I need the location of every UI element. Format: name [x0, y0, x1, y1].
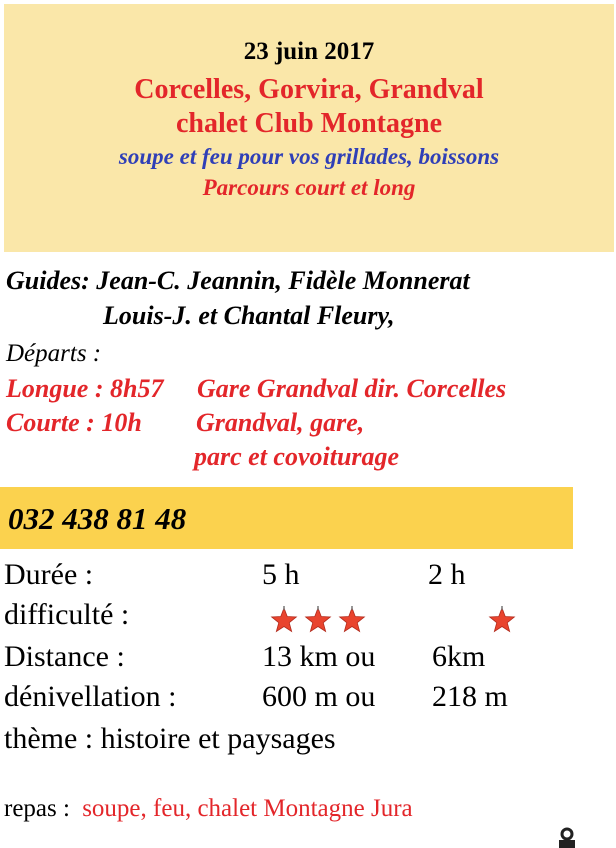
duree-court: 2 h	[428, 558, 466, 591]
denivellation-long: 600 m ou	[262, 680, 376, 713]
repas-line	[4, 795, 413, 823]
event-services: soupe et feu pour vos grillades, boissons	[118, 144, 500, 169]
denivellation-court: 218 m	[432, 680, 508, 713]
star-icon	[338, 606, 366, 634]
distance-label: Distance :	[4, 640, 125, 673]
star-icon	[304, 606, 332, 634]
event-header	[4, 4, 614, 252]
guides-line-1: Guides: Jean-C. Jeannin, Fidèle Monnerat	[6, 266, 470, 295]
event-chalet: chalet Club Montagne	[176, 108, 442, 139]
difficulte-label: difficulté :	[4, 598, 130, 631]
distance-court: 6km	[432, 640, 486, 673]
theme-line: thème : histoire et paysages	[4, 722, 336, 755]
event-places: Corcelles, Gorvira, Grandval	[134, 74, 484, 105]
guides-line-2: Louis-J. et Chantal Fleury,	[103, 301, 395, 330]
star-icon	[488, 606, 516, 634]
depart-courte-detail-1: Grandval, gare,	[196, 408, 365, 437]
star-icon	[270, 606, 298, 634]
repas-label: repas :	[4, 795, 70, 822]
distance-long: 13 km ou	[262, 640, 376, 673]
denivellation-label: dénivellation :	[4, 680, 177, 713]
duree-label: Durée :	[4, 558, 94, 591]
pin-icon	[556, 826, 578, 848]
event-date: 23 juin 2017	[243, 38, 375, 65]
depart-longue-detail: Gare Grandval dir. Corcelles	[197, 374, 507, 403]
phone-number: 032 438 81 48	[8, 501, 187, 536]
depart-longue-label: Longue : 8h57	[6, 374, 164, 403]
repas-value: soupe, feu, chalet Montagne Jura	[82, 795, 413, 822]
phone-banner	[0, 487, 573, 549]
duree-long: 5 h	[262, 558, 300, 591]
event-parcours: Parcours court et long	[202, 175, 416, 200]
depart-courte-label: Courte : 10h	[6, 408, 142, 437]
depart-courte-detail-2: parc et covoiturage	[194, 442, 400, 471]
departs-label: Départs :	[6, 340, 102, 367]
